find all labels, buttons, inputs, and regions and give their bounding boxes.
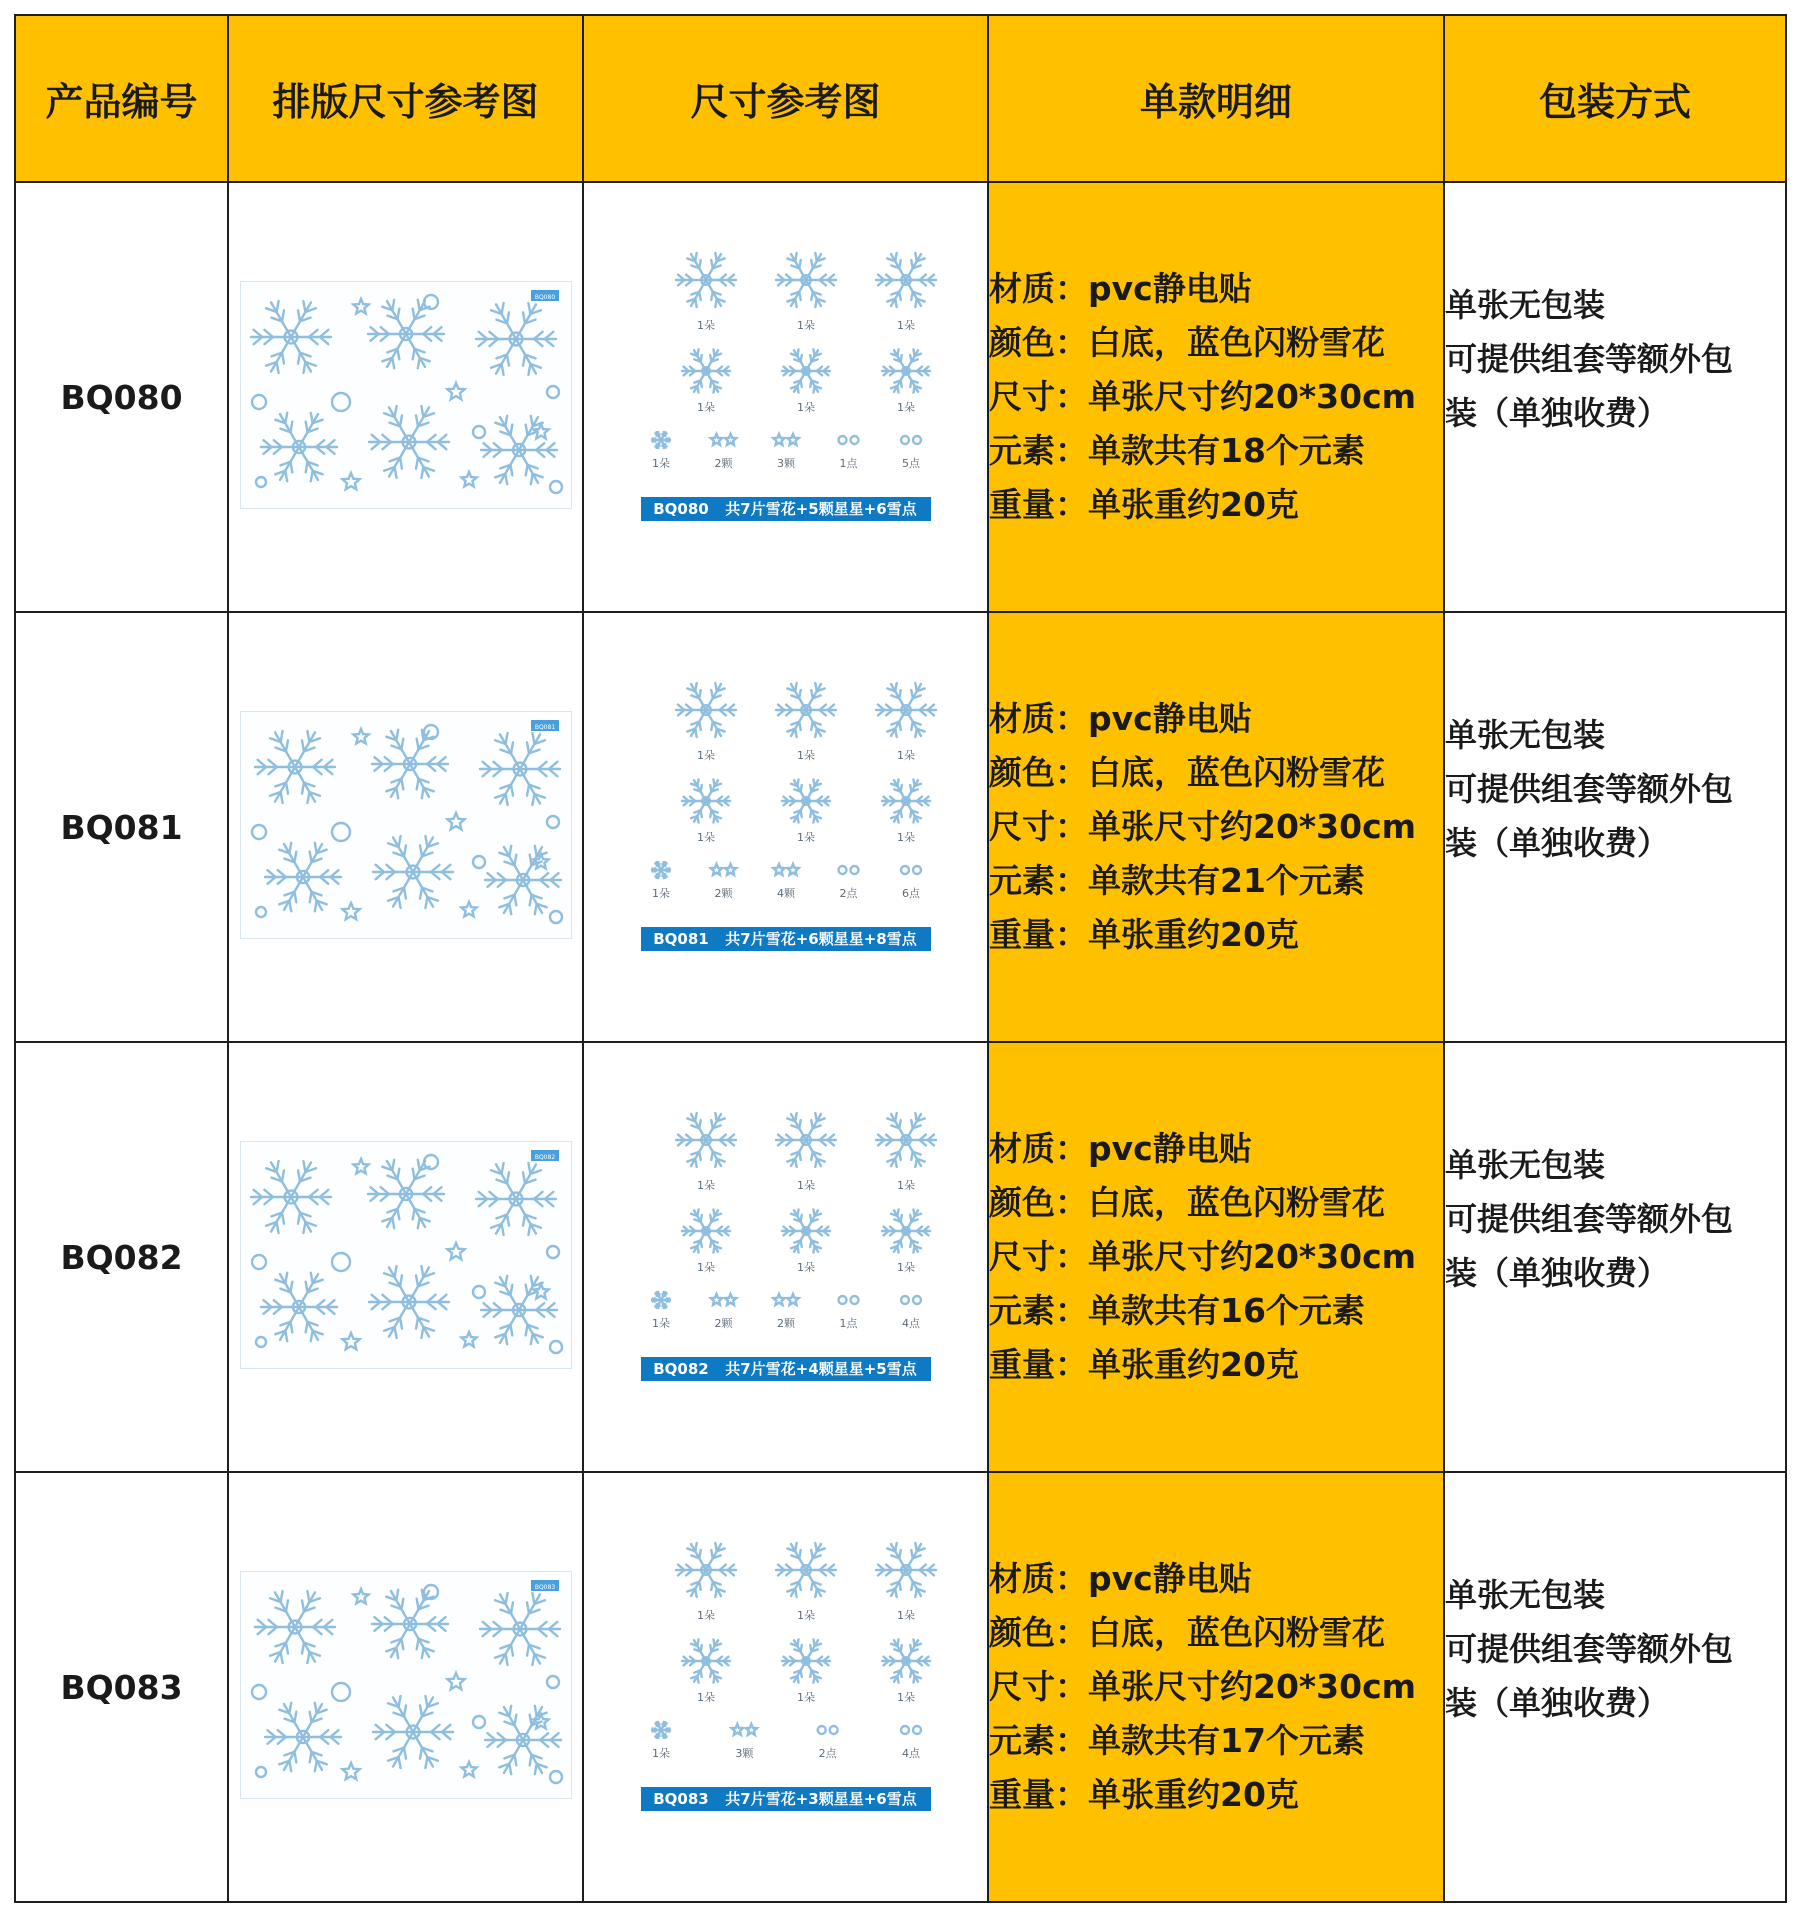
star-icon: [773, 864, 784, 875]
star-icon: [724, 1294, 735, 1305]
reference-image-cell: [583, 182, 988, 612]
snow-dot-icon: [829, 1726, 837, 1734]
ref-count-label: 6点: [901, 887, 920, 900]
detail-line: 尺寸：单张尺寸约20*30cm: [989, 377, 1417, 416]
snowflake-icon: [265, 1703, 341, 1771]
packaging-line: 可提供组套等额外包: [1445, 1630, 1734, 1668]
star-icon: [447, 1243, 464, 1259]
ref-count-label: 1朵: [696, 749, 715, 762]
product-code-text: BQ083: [60, 1667, 183, 1707]
ref-count-label: 1朵: [696, 1691, 715, 1704]
star-icon: [353, 1589, 368, 1604]
ref-count-label: 1朵: [796, 1261, 815, 1274]
reference-image-cell: [583, 1042, 988, 1472]
packaging-line: 装（单独收费）: [1445, 824, 1670, 862]
packaging-line: 装（单独收费）: [1445, 1684, 1670, 1722]
snowflake-icon: [251, 1161, 331, 1233]
ref-count-label: 1朵: [896, 1691, 915, 1704]
product-code: [15, 1042, 228, 1472]
detail-line: 尺寸：单张尺寸约20*30cm: [989, 807, 1417, 846]
ref-snowflake-icon: [782, 1639, 830, 1682]
star-icon: [342, 1763, 359, 1779]
ref-count-label: 3颗: [776, 457, 795, 470]
ref-code-text: BQ080: [652, 500, 709, 518]
item-details: [988, 182, 1444, 612]
snow-dot-icon: [252, 395, 266, 409]
item-details: [988, 612, 1444, 1042]
size-reference-image: [621, 665, 951, 985]
snow-dot-icon: [252, 825, 266, 839]
ref-count-label: 4点: [901, 1317, 920, 1330]
ref-snowflake-icon: [782, 1209, 830, 1252]
ref-snowflake-icon: [876, 1113, 936, 1167]
product-spec-table: [14, 14, 1787, 1903]
snow-dot-icon: [252, 1255, 266, 1269]
ref-count-label: 1朵: [696, 1609, 715, 1622]
detail-line: 尺寸：单张尺寸约20*30cm: [989, 1237, 1417, 1276]
ref-snowflake-icon: [652, 862, 670, 878]
star-icon: [353, 729, 368, 744]
packaging-line: 单张无包装: [1445, 716, 1606, 754]
size-reference-image: [621, 1095, 951, 1415]
packaging-line: 装（单独收费）: [1445, 1254, 1670, 1292]
ref-count-label: 1朵: [651, 1317, 670, 1330]
ref-count-label: 1朵: [896, 749, 915, 762]
snow-dot-icon: [838, 436, 846, 444]
ref-snowflake-icon: [776, 1543, 836, 1597]
product-code: [15, 612, 228, 1042]
detail-line: 重量：单张重约20克: [989, 485, 1299, 524]
table-header-row: [15, 15, 1786, 182]
star-icon: [731, 1724, 742, 1735]
star-icon: [461, 1762, 476, 1777]
snowflake-icon: [372, 1590, 448, 1658]
packaging-info: [1444, 1042, 1786, 1472]
ref-code-text: BQ081: [652, 930, 709, 948]
snowflake-icon: [369, 1266, 449, 1338]
table-row: [15, 182, 1786, 612]
ref-summary-text: 共7片雪花+6颗星星+8雪点: [724, 930, 917, 948]
ref-snowflake-icon: [782, 779, 830, 822]
star-icon: [787, 864, 798, 875]
snowflake-icon: [481, 416, 557, 484]
reference-image-cell: [583, 612, 988, 1042]
star-icon: [745, 1724, 756, 1735]
product-code-text: BQ080: [60, 377, 183, 417]
header-layout-size-image: 排版尺寸参考图: [228, 15, 583, 182]
snow-dot-icon: [550, 1771, 562, 1783]
snowflake-icon: [255, 1591, 335, 1663]
star-icon: [773, 1294, 784, 1305]
ref-snowflake-icon: [676, 1543, 736, 1597]
ref-count-label: 1朵: [896, 319, 915, 332]
packaging-line: 可提供组套等额外包: [1445, 770, 1734, 808]
star-icon: [461, 902, 476, 917]
ref-count-label: 1朵: [796, 319, 815, 332]
star-icon: [787, 1294, 798, 1305]
snow-dot-icon: [913, 1726, 921, 1734]
ref-snowflake-icon: [882, 779, 930, 822]
ref-snowflake-icon: [676, 1113, 736, 1167]
star-icon: [724, 434, 735, 445]
snow-dot-icon: [901, 436, 909, 444]
ref-count-label: 2点: [839, 887, 857, 900]
packaging-info: [1444, 612, 1786, 1042]
ref-count-label: 1朵: [796, 1609, 815, 1622]
star-icon: [710, 864, 721, 875]
snow-dot-icon: [473, 856, 485, 868]
star-icon: [447, 813, 464, 829]
ref-snowflake-icon: [876, 1543, 936, 1597]
snow-dot-icon: [473, 426, 485, 438]
ref-snowflake-icon: [882, 1639, 930, 1682]
detail-line: 材质：pvc静电贴: [989, 269, 1252, 308]
snowflake-icon: [485, 1706, 561, 1774]
ref-count-label: 1朵: [696, 319, 715, 332]
snowflake-icon: [480, 733, 560, 805]
detail-line: 材质：pvc静电贴: [989, 699, 1252, 738]
snow-dot-icon: [547, 1676, 559, 1688]
detail-line: 材质：pvc静电贴: [989, 1129, 1252, 1168]
ref-snowflake-icon: [882, 1209, 930, 1252]
ref-count-label: 1朵: [896, 1261, 915, 1274]
snow-dot-icon: [332, 823, 350, 841]
detail-line: 颜色：白底，蓝色闪粉雪花: [989, 1613, 1385, 1652]
ref-count-label: 1点: [839, 1317, 857, 1330]
detail-line: 尺寸：单张尺寸约20*30cm: [989, 1667, 1417, 1706]
snowflake-icon: [369, 406, 449, 478]
ref-snowflake-icon: [882, 349, 930, 392]
table-row: [15, 612, 1786, 1042]
ref-summary-text: 共7片雪花+4颗星星+5雪点: [724, 1360, 917, 1378]
snow-dot-icon: [850, 436, 858, 444]
detail-line: 元素：单款共有16个元素: [989, 1291, 1365, 1330]
ref-count-label: 2颗: [714, 457, 732, 470]
snow-dot-icon: [256, 477, 266, 487]
star-icon: [342, 1333, 359, 1349]
snow-dot-icon: [252, 1685, 266, 1699]
layout-image-cell: [228, 182, 583, 612]
ref-count-label: 3颗: [734, 1747, 753, 1760]
detail-line: 颜色：白底，蓝色闪粉雪花: [989, 323, 1385, 362]
detail-line: 元素：单款共有18个元素: [989, 431, 1365, 470]
snowflake-icon: [476, 303, 556, 375]
ref-snowflake-icon: [876, 253, 936, 307]
detail-line: 重量：单张重约20克: [989, 915, 1299, 954]
snow-dot-icon: [913, 866, 921, 874]
ref-count-label: 1朵: [651, 887, 670, 900]
table-row: [15, 1472, 1786, 1902]
star-icon: [447, 1673, 464, 1689]
ref-snowflake-icon: [676, 683, 736, 737]
item-details: [988, 1472, 1444, 1902]
ref-snowflake-icon: [676, 253, 736, 307]
item-details: [988, 1042, 1444, 1472]
snowflake-icon: [481, 1276, 557, 1344]
ref-count-label: 2颗: [714, 887, 732, 900]
size-reference-image: [621, 235, 951, 555]
snow-dot-icon: [424, 1155, 438, 1169]
header-size-reference-image: 尺寸参考图: [583, 15, 988, 182]
ref-count-label: 1朵: [796, 1691, 815, 1704]
detail-line: 重量：单张重约20克: [989, 1775, 1299, 1814]
snow-dot-icon: [838, 866, 846, 874]
snow-dot-icon: [817, 1726, 825, 1734]
snow-dot-icon: [547, 386, 559, 398]
layout-image-cell: [228, 612, 583, 1042]
ref-count-label: 5点: [901, 457, 920, 470]
layout-sheet-image: [240, 1571, 572, 1799]
snow-dot-icon: [838, 1296, 846, 1304]
ref-snowflake-icon: [652, 1292, 670, 1308]
product-code-text: BQ081: [60, 807, 183, 847]
ref-count-label: 1朵: [796, 401, 815, 414]
ref-snowflake-icon: [682, 1639, 730, 1682]
snow-dot-icon: [901, 1296, 909, 1304]
snowflake-icon: [373, 836, 453, 908]
packaging-line: 单张无包装: [1445, 1146, 1606, 1184]
snowflake-icon: [373, 1696, 453, 1768]
packaging-info: [1444, 1472, 1786, 1902]
snow-dot-icon: [256, 907, 266, 917]
ref-snowflake-icon: [776, 683, 836, 737]
layout-sheet-image: [240, 711, 572, 939]
snowflake-icon: [261, 1273, 337, 1341]
detail-line: 元素：单款共有21个元素: [989, 861, 1365, 900]
product-code: [15, 182, 228, 612]
ref-count-label: 1朵: [896, 401, 915, 414]
ref-snowflake-icon: [652, 1722, 670, 1738]
star-icon: [461, 1332, 476, 1347]
snow-dot-icon: [550, 911, 562, 923]
star-icon: [787, 434, 798, 445]
detail-line: 颜色：白底，蓝色闪粉雪花: [989, 1183, 1385, 1222]
detail-line: 材质：pvc静电贴: [989, 1559, 1252, 1598]
ref-snowflake-icon: [776, 1113, 836, 1167]
star-icon: [710, 434, 721, 445]
snow-dot-icon: [901, 866, 909, 874]
ref-count-label: 1点: [839, 457, 857, 470]
ref-count-label: 4点: [901, 1747, 920, 1760]
detail-line: 颜色：白底，蓝色闪粉雪花: [989, 753, 1385, 792]
snow-dot-icon: [550, 1341, 562, 1353]
layout-image-cell: [228, 1472, 583, 1902]
ref-snowflake-icon: [682, 779, 730, 822]
star-icon: [773, 434, 784, 445]
packaging-info: [1444, 182, 1786, 612]
header-item-details: 单款明细: [988, 15, 1444, 182]
snowflake-icon: [255, 731, 335, 803]
snow-dot-icon: [256, 1767, 266, 1777]
snowflake-icon: [265, 843, 341, 911]
snow-dot-icon: [424, 295, 438, 309]
ref-snowflake-icon: [776, 253, 836, 307]
snow-dot-icon: [547, 1246, 559, 1258]
snow-dot-icon: [332, 1683, 350, 1701]
ref-snowflake-icon: [682, 349, 730, 392]
ref-snowflake-icon: [782, 349, 830, 392]
layout-sheet-image: [240, 1141, 572, 1369]
star-icon: [710, 1294, 721, 1305]
packaging-line: 单张无包装: [1445, 1576, 1606, 1614]
sheet-code-text: BQ081: [534, 724, 555, 731]
snow-dot-icon: [256, 1337, 266, 1347]
star-icon: [342, 473, 359, 489]
size-reference-image: [621, 1525, 951, 1845]
ref-count-label: 1朵: [696, 401, 715, 414]
snow-dot-icon: [913, 1296, 921, 1304]
ref-count-label: 1朵: [796, 1179, 815, 1192]
star-icon: [353, 1159, 368, 1174]
ref-count-label: 1朵: [696, 1179, 715, 1192]
snow-dot-icon: [332, 1253, 350, 1271]
star-icon: [461, 472, 476, 487]
ref-summary-text: 共7片雪花+3颗星星+6雪点: [724, 1790, 917, 1808]
ref-count-label: 4颗: [776, 887, 795, 900]
snow-dot-icon: [550, 481, 562, 493]
ref-snowflake-icon: [682, 1209, 730, 1252]
detail-line: 元素：单款共有17个元素: [989, 1721, 1365, 1760]
ref-summary-text: 共7片雪花+5颗星星+6雪点: [724, 500, 917, 518]
snowflake-icon: [368, 300, 444, 368]
ref-count-label: 1朵: [896, 831, 915, 844]
ref-count-label: 1朵: [796, 749, 815, 762]
ref-code-text: BQ083: [652, 1790, 709, 1808]
detail-line: 重量：单张重约20克: [989, 1345, 1299, 1384]
star-icon: [724, 864, 735, 875]
snow-dot-icon: [473, 1286, 485, 1298]
ref-count-label: 1朵: [696, 1261, 715, 1274]
ref-count-label: 2点: [818, 1747, 837, 1760]
snow-dot-icon: [473, 1716, 485, 1728]
header-packaging: 包装方式: [1444, 15, 1786, 182]
snowflake-icon: [485, 846, 561, 914]
ref-count-label: 1朵: [896, 1609, 915, 1622]
packaging-line: 单张无包装: [1445, 286, 1606, 324]
snow-dot-icon: [913, 436, 921, 444]
layout-sheet-image: [240, 281, 572, 509]
ref-count-label: 1朵: [796, 831, 815, 844]
star-icon: [342, 903, 359, 919]
sheet-code-text: BQ083: [534, 1584, 555, 1591]
snowflake-icon: [261, 413, 337, 481]
snow-dot-icon: [332, 393, 350, 411]
snowflake-icon: [480, 1593, 560, 1665]
snow-dot-icon: [901, 1726, 909, 1734]
sheet-code-text: BQ082: [534, 1154, 555, 1161]
ref-count-label: 1朵: [696, 831, 715, 844]
ref-count-label: 2颗: [714, 1317, 732, 1330]
snow-dot-icon: [850, 1296, 858, 1304]
header-product-code: 产品编号: [15, 15, 228, 182]
reference-image-cell: [583, 1472, 988, 1902]
product-code-text: BQ082: [60, 1237, 183, 1277]
ref-snowflake-icon: [652, 432, 670, 448]
snowflake-icon: [368, 1160, 444, 1228]
ref-count-label: 2颗: [776, 1317, 795, 1330]
sheet-code-text: BQ080: [534, 294, 555, 301]
ref-count-label: 1朵: [896, 1179, 915, 1192]
ref-code-text: BQ082: [652, 1360, 709, 1378]
star-icon: [447, 383, 464, 399]
snow-dot-icon: [547, 816, 559, 828]
ref-count-label: 1朵: [651, 1747, 670, 1760]
snowflake-icon: [251, 301, 331, 373]
packaging-line: 装（单独收费）: [1445, 394, 1670, 432]
ref-snowflake-icon: [876, 683, 936, 737]
ref-count-label: 1朵: [651, 457, 670, 470]
star-icon: [353, 299, 368, 314]
layout-image-cell: [228, 1042, 583, 1472]
snowflake-icon: [476, 1163, 556, 1235]
snowflake-icon: [372, 730, 448, 798]
packaging-line: 可提供组套等额外包: [1445, 1200, 1734, 1238]
packaging-line: 可提供组套等额外包: [1445, 340, 1734, 378]
table-row: [15, 1042, 1786, 1472]
snow-dot-icon: [850, 866, 858, 874]
product-code: [15, 1472, 228, 1902]
